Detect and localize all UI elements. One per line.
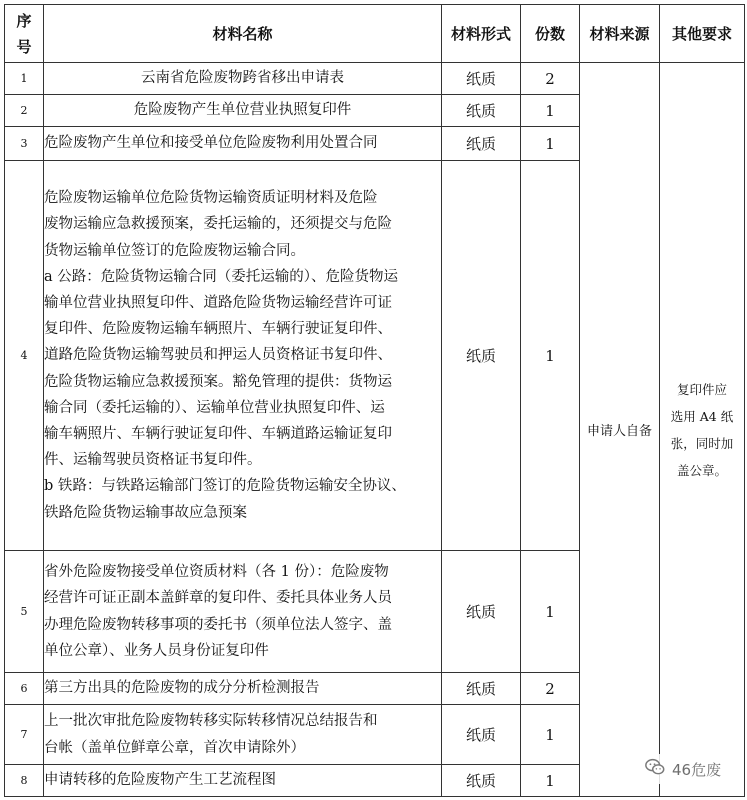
materials-table	[4, 4, 745, 797]
row-material-form: 纸质	[442, 673, 521, 705]
material-name-line: 危险废物运输单位危险货物运输资质证明材料及危险	[44, 190, 378, 207]
row-material-form: 纸质	[442, 63, 521, 95]
row-material-form: 纸质	[442, 127, 521, 161]
row-count: 1	[521, 161, 580, 551]
row-seq: 7	[5, 705, 44, 765]
wechat-watermark	[640, 754, 725, 784]
requirement-line: 复印件应	[676, 381, 727, 397]
material-name-line: 办理危险废物转移事项的委托书（须单位法人签字、盖	[44, 616, 392, 633]
row-material-name	[44, 63, 442, 95]
material-name-line: 危险废物产生单位和接受单位危险废物利用处置合同	[44, 135, 378, 152]
requirement-line: 盖公章。	[676, 462, 727, 478]
watermark-text: 46危废	[672, 760, 722, 779]
material-name-line: 省外危险废物接受单位资质材料（各 1 份）：危险废物	[44, 564, 389, 581]
material-source-cell: 申请人自备	[580, 63, 660, 797]
header-count: 份数	[521, 5, 580, 63]
material-name-line: 货物运输单位签订的危险废物运输合同。	[44, 242, 305, 259]
header-seq-line2: 号	[16, 37, 32, 56]
material-name-line: 件、运输驾驶员资格证书复印件。	[44, 452, 262, 469]
material-name-line: 道路危险货物运输驾驶员和押运人员资格证书复印件、	[44, 347, 392, 364]
row-count: 2	[521, 63, 580, 95]
header-seq-line1: 序	[16, 11, 32, 30]
material-name-line: 复印件、危险废物运输车辆照片、车辆行驶证复印件、	[44, 321, 392, 338]
row-material-form: 纸质	[442, 765, 521, 797]
row-material-form: 纸质	[442, 95, 521, 127]
material-name-line: 废物运输应急救援预案，委托运输的，还须提交与危险	[44, 216, 392, 233]
material-name-line: 输合同（委托运输的）、运输单位营业执照复印件、运	[44, 399, 385, 416]
other-requirements-cell	[660, 63, 745, 797]
row-count: 1	[521, 127, 580, 161]
row-material-name	[44, 161, 442, 551]
row-seq: 2	[5, 95, 44, 127]
material-name-line: 台帐（盖单位鲜章公章，首次申请除外）	[44, 739, 305, 756]
material-name-line: 危险货物运输应急救援预案。豁免管理的提供：货物运	[44, 373, 392, 390]
material-name-line: b 铁路：与铁路运输部门签订的危险货物运输安全协议、	[44, 478, 406, 495]
material-name-line: 铁路危险货物运输事故应急预案	[44, 504, 247, 521]
row-material-name	[44, 551, 442, 673]
wechat-icon	[644, 756, 666, 782]
material-name-line: 输车辆照片、车辆行驶证复印件、车辆道路运输证复印	[44, 426, 392, 442]
table-row	[5, 63, 745, 95]
row-count: 1	[521, 765, 580, 797]
row-seq: 6	[5, 673, 44, 705]
header-material-source: 材料来源	[580, 5, 660, 63]
requirement-line: 张，同时加	[670, 435, 734, 451]
row-count: 2	[521, 673, 580, 705]
header-material-name: 材料名称	[44, 5, 442, 63]
header-other-requirements: 其他要求	[660, 5, 745, 63]
header-seq	[5, 5, 44, 63]
row-material-form: 纸质	[442, 705, 521, 765]
row-material-name	[44, 705, 442, 765]
material-name-line: 上一批次审批危险废物转移实际转移情况总结报告和	[44, 713, 378, 730]
row-material-form: 纸质	[442, 551, 521, 673]
header-material-form: 材料形式	[442, 5, 521, 63]
row-seq: 3	[5, 127, 44, 161]
row-seq: 5	[5, 551, 44, 673]
row-material-name	[44, 95, 442, 127]
row-seq: 4	[5, 161, 44, 551]
row-count: 1	[521, 705, 580, 765]
material-name-line: 危险废物产生单位营业执照复印件	[133, 102, 352, 119]
header-row	[5, 5, 745, 63]
row-material-name	[44, 673, 442, 705]
material-name-line: 第三方出具的危险废物的成分分析检测报告	[44, 680, 320, 697]
row-material-form: 纸质	[442, 161, 521, 551]
material-name-line: a 公路：危险货物运输合同（委托运输的）、危险货物运	[44, 268, 399, 285]
requirement-line: 选用 A4 纸	[670, 408, 734, 424]
row-material-name	[44, 127, 442, 161]
row-seq: 8	[5, 765, 44, 797]
material-name-line: 经营许可证正副本盖鲜章的复印件、委托具体业务人员	[44, 590, 392, 607]
material-name-line: 云南省危险废物跨省移出申请表	[141, 70, 344, 87]
material-name-line: 申请转移的危险废物产生工艺流程图	[44, 772, 276, 789]
row-seq: 1	[5, 63, 44, 95]
row-count: 1	[521, 95, 580, 127]
material-name-line: 单位公章）、业务人员身份证复印件	[44, 642, 269, 659]
row-material-name	[44, 765, 442, 797]
material-name-line: 输单位营业执照复印件、道路危险货物运输经营许可证	[44, 294, 392, 311]
row-count: 1	[521, 551, 580, 673]
